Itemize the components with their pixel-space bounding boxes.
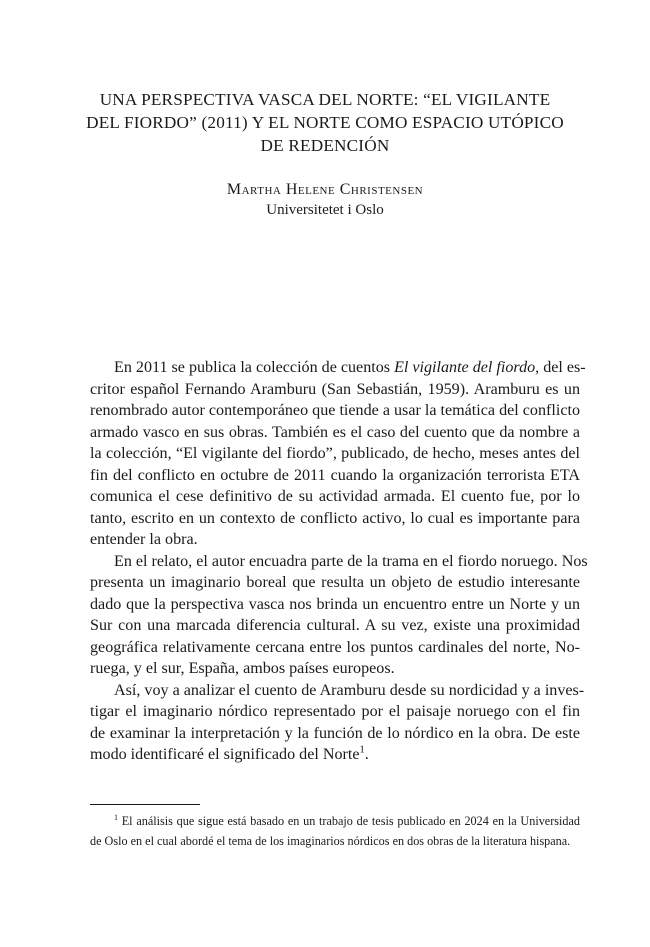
paragraph-line: comunica el cese definitivo de su actividad armada. El cuento fue, por lo <box>90 488 580 505</box>
paragraph-line: geográfica relativamente cercana entre los puntos cardinales del norte, No- <box>90 638 580 656</box>
text-run: modo identificaré el significado del Norte <box>90 746 360 763</box>
footnote-divider <box>90 804 200 805</box>
text-run: En 2011 se publica la colección de cuentos <box>114 359 395 376</box>
paragraph-line: fin del conflicto en octubre de 2011 cuando la organización terrorista ETA <box>90 466 580 484</box>
text-run: del es- <box>539 359 586 376</box>
title-line: UNA PERSPECTIVA VASCA DEL NORTE: “EL VIGILANTE <box>99 90 551 109</box>
author-block <box>0 180 650 220</box>
footnote <box>90 812 580 851</box>
paragraph-line: critor español Fernando Aramburu (San Sebastián, 1959). Aramburu es un <box>90 380 580 398</box>
article-body <box>90 357 588 766</box>
paragraph-line: entender la obra. <box>90 531 198 548</box>
paragraph-line: presenta un imaginario boreal que resulta un objeto de estudio interesante <box>90 574 580 591</box>
paragraph-line: modo identificaré el significado del Norte$^1$. <box>90 744 369 763</box>
footnote-number: 1 <box>114 812 118 822</box>
paragraph-line: Así, voy a analizar el cuento de Aramburu desde su nordicidad y a inves- <box>114 681 585 699</box>
paragraph-line: la colección, “El vigilante del fiordo”, publicado, de hecho, meses antes del <box>90 445 580 462</box>
title-line: DE REDENCIÓN <box>260 136 390 155</box>
article-title <box>80 88 570 157</box>
paragraph-line <box>90 357 586 379</box>
paragraph-line: tanto, escrito en un contexto de conflicto activo, lo cual es importante para <box>90 509 580 527</box>
paragraph-line: armado vasco en sus obras. También es el caso del cuento que da nombre a <box>90 423 580 441</box>
book-title: El vigilante del fiordo, <box>394 359 540 376</box>
paragraph-line: de examinar la interpretación y la función de lo nórdico en la obra. De este <box>90 724 580 742</box>
author-name: Martha Helene Christensen <box>226 181 424 198</box>
author-affiliation: Universitetet i Oslo <box>266 202 384 218</box>
title-line: DEL FIORDO” (2011) Y EL NORTE COMO ESPACIO UTÓPICO <box>86 113 564 132</box>
footnote-reference[interactable]: 1 <box>359 744 365 756</box>
text-run: El análisis que sigue está basado en un trabajo de tesis publicado en 2024 en la Universidad <box>117 814 580 828</box>
paragraph-line: dado que la perspectiva vasca nos brinda un encuentro entre un Norte y un <box>90 595 580 613</box>
footnote-line: de Oslo en el cual abordé el tema de los imaginarios nórdicos en dos obras de la literatura hispana. <box>90 833 571 848</box>
paragraph-line: Sur con una marcada diferencia cultural. A su vez, existe una proximidad <box>90 617 580 634</box>
paragraph-line: tigar el imaginario nórdico representado por el paisaje noruego con el fin <box>90 703 580 720</box>
paragraph-line: ruega, y el sur, España, ambos países europeos. <box>90 660 395 677</box>
paragraph-line: renombrado autor contemporáneo que tiende a usar la temática del conflicto <box>90 402 580 419</box>
footnote-line <box>90 812 580 832</box>
paragraph-line: En el relato, el autor encuadra parte de la trama en el fiordo noruego. Nos <box>114 552 588 570</box>
